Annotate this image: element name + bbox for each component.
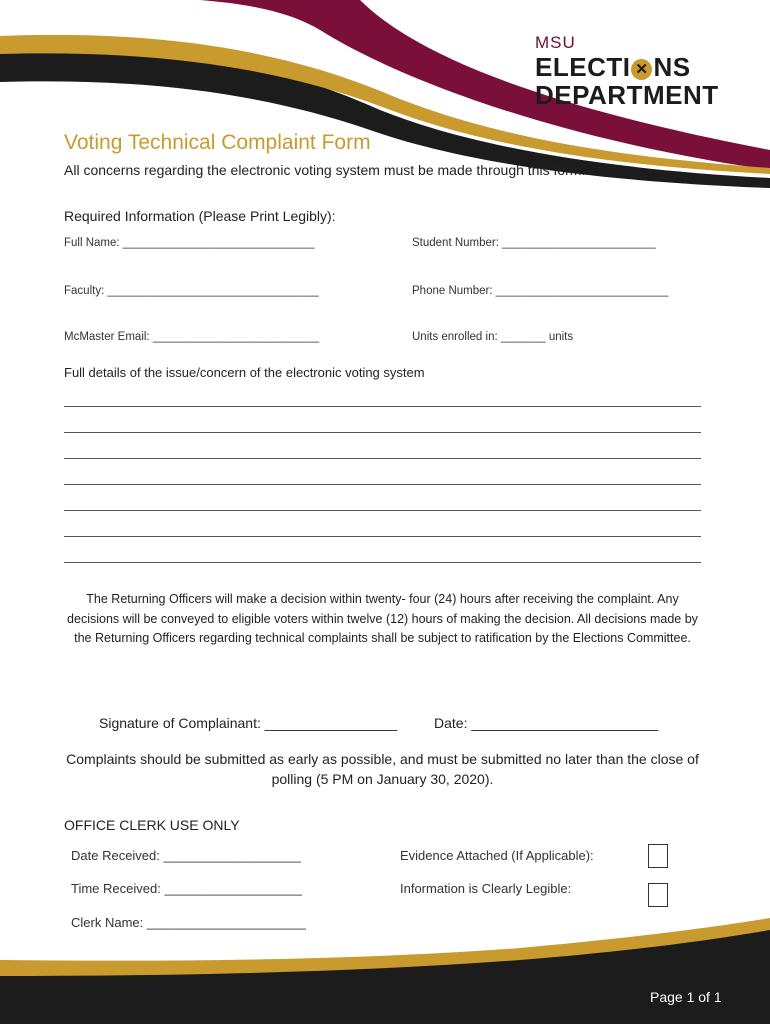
date-field[interactable]: Date: ________________________ (434, 715, 659, 731)
clearly-legible-label: Information is Clearly Legible: (400, 881, 572, 896)
form-title: Voting Technical Complaint Form (64, 131, 371, 154)
date-received-field[interactable]: Date Received: ___________________ (71, 848, 301, 863)
full-name-field[interactable]: Full Name: ______________________________ (64, 237, 315, 249)
logo-department-text: DEPARTMENT (535, 80, 719, 110)
time-received-field[interactable]: Time Received: ___________________ (71, 881, 302, 896)
details-line[interactable] (64, 432, 701, 433)
required-info-heading: Required Information (Please Print Legibly): (64, 208, 336, 224)
student-number-field[interactable]: Student Number: ________________________ (412, 237, 656, 249)
mcmaster-email-field[interactable]: McMaster Email: __________________________ (64, 331, 320, 343)
evidence-attached-checkbox[interactable] (648, 844, 668, 868)
details-line[interactable] (64, 406, 701, 407)
clerk-name-field[interactable]: Clerk Name: ______________________ (71, 915, 306, 930)
evidence-attached-label: Evidence Attached (If Applicable): (400, 848, 594, 863)
logo-elections-text: ELECTI ✕ NS (535, 52, 691, 82)
details-line[interactable] (64, 562, 701, 563)
logo-msu-text: MSU (535, 33, 576, 52)
details-line[interactable] (64, 484, 701, 485)
units-enrolled-field[interactable]: Units enrolled in: _______ units (412, 331, 574, 343)
clearly-legible-checkbox[interactable] (648, 883, 668, 907)
details-line[interactable] (64, 458, 701, 459)
details-line[interactable] (64, 536, 701, 537)
submission-note: Complaints should be submitted as early as possible, and must be submitted no later than the close of polling (5 PM on January 30, 2020). (66, 751, 699, 787)
details-label: Full details of the issue/concern of the electronic voting system (64, 365, 425, 380)
office-use-heading: OFFICE CLERK USE ONLY (64, 817, 240, 833)
faculty-field[interactable]: Faculty: _________________________________ (64, 285, 319, 297)
logo-x-icon: ✕ (631, 59, 652, 80)
signature-field[interactable]: Signature of Complainant: _________________ (99, 715, 398, 731)
details-line[interactable] (64, 510, 701, 511)
page-number: Page 1 of 1 (650, 989, 722, 1005)
decision-paragraph: The Returning Officers will make a decision within twenty- four (24) hours after receiving the complaint. Any decisions will be conveyed to eligible voters within twelve (12) hours of making the decision. All decisions made by the Returning Officers regarding technical complaints shall be subject to ratification by the Elections Committee. (67, 592, 698, 645)
form-subtitle: All concerns regarding the electronic voting system must be made through this form. (64, 162, 586, 178)
phone-number-field[interactable]: Phone Number: ___________________________ (412, 285, 669, 297)
